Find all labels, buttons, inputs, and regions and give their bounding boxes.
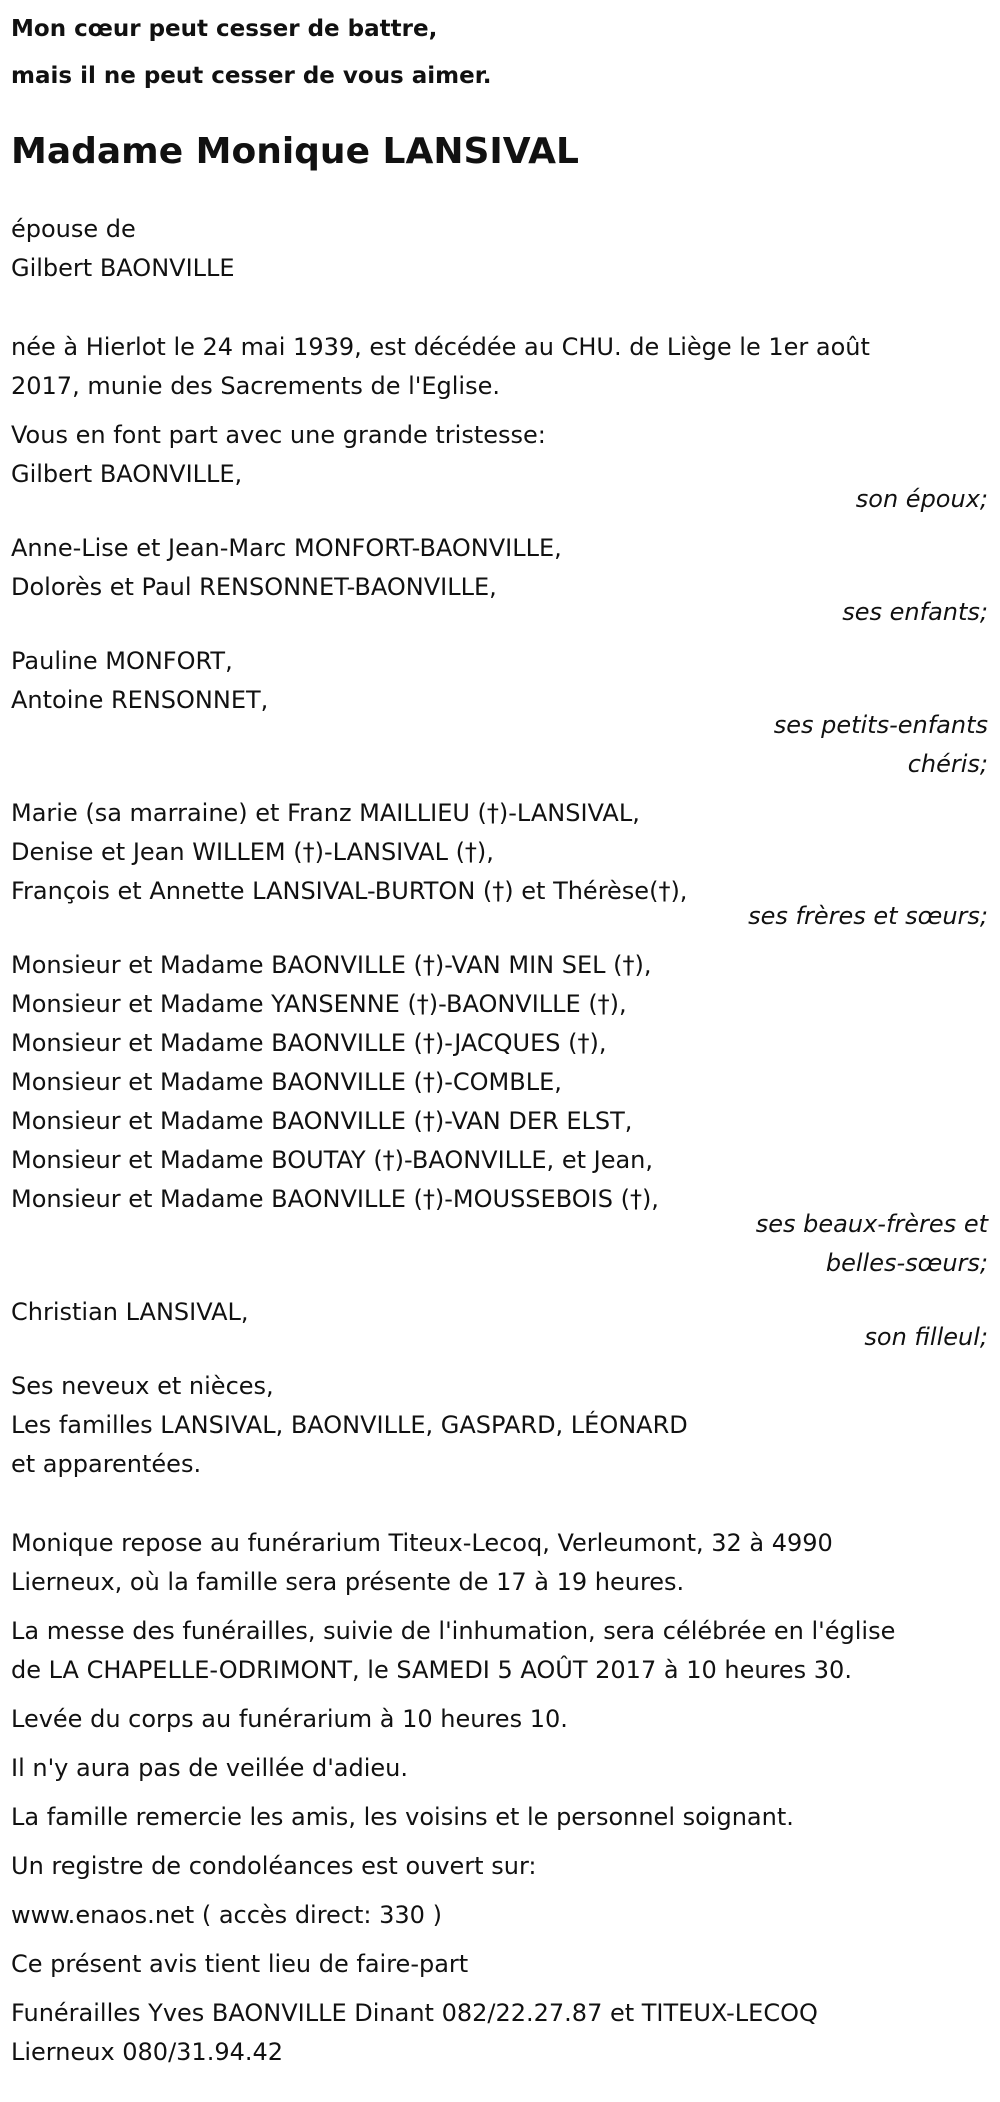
verse-line: mais il ne peut cesser de vous aimer. (11, 63, 492, 89)
deceased-name: Madame Monique LANSIVAL (11, 131, 579, 172)
relation-label: belles-sœurs; (825, 1249, 988, 1277)
detail-line: Un registre de condoléances est ouvert sur: (11, 1852, 537, 1880)
family-name: Anne-Lise et Jean-Marc MONFORT-BAONVILLE, (11, 534, 562, 562)
registry-url-text: www.enaos.net ( accès direct: 330 ) (11, 1901, 442, 1929)
detail-line: Ce présent avis tient lieu de faire-part (11, 1950, 469, 1978)
family-group-in-laws (11, 946, 988, 1283)
spouse-label: épouse de (11, 215, 136, 243)
detail-line: La famille remercie les amis, les voisins et le personnel soignant. (11, 1803, 794, 1831)
relation-label: chéris; (907, 750, 988, 778)
detail-line: La messe des funérailles, suivie de l'inhumation, sera célébrée en l'église (11, 1617, 896, 1645)
detail-thanks (11, 1798, 988, 1837)
relation-label: ses enfants; (842, 598, 988, 626)
detail-line: de LA CHAPELLE-ODRIMONT, le SAMEDI 5 AOÛT 2017 à 10 heures 30. (11, 1656, 852, 1684)
family-group-children (11, 529, 988, 632)
verse (11, 6, 988, 100)
announcement (11, 416, 988, 1484)
intro-text: Vous en font part avec une grande tristesse: (11, 421, 546, 449)
extended-family-line: Ses neveux et nièces, (11, 1372, 274, 1400)
family-name: Monsieur et Madame BOUTAY (†)-BAONVILLE, et Jean, (11, 1146, 654, 1174)
family-group-grandchildren (11, 642, 988, 784)
family-name: Gilbert BAONVILLE, (11, 460, 243, 488)
verse-line: Mon cœur peut cesser de battre, (11, 16, 438, 42)
family-name: Monsieur et Madame BAONVILLE (†)-VAN MIN SEL (†), (11, 951, 652, 979)
detail-repose (11, 1524, 988, 1602)
birth-death-info (11, 328, 988, 406)
relation-label: ses frères et sœurs; (748, 902, 988, 930)
family-group-siblings (11, 794, 988, 936)
extended-family-line: et apparentées. (11, 1450, 202, 1478)
family-name: Marie (sa marraine) et Franz MAILLIEU (†)-LANSIVAL, (11, 799, 640, 827)
relation-label: son filleul; (864, 1323, 988, 1351)
detail-line: Funérailles Yves BAONVILLE Dinant 082/22.27.87 et TITEUX-LECOQ (11, 1999, 818, 2027)
detail-funeral-homes (11, 1994, 988, 2072)
family-name: Dolorès et Paul RENSONNET-BAONVILLE, (11, 573, 497, 601)
family-name: Monsieur et Madame BAONVILLE (†)-JACQUES (†), (11, 1029, 607, 1057)
detail-line: Monique repose au funérarium Titeux-Lecoq, Verleumont, 32 à 4990 (11, 1529, 833, 1557)
relation-label: ses petits-enfants (773, 711, 988, 739)
extended-family-line: Les familles LANSIVAL, BAONVILLE, GASPARD, LÉONARD (11, 1411, 688, 1439)
detail-vigil (11, 1749, 988, 1788)
family-name: François et Annette LANSIVAL-BURTON (†) et Thérèse(†), (11, 877, 688, 905)
family-name: Christian LANSIVAL, (11, 1298, 249, 1326)
relation-label: ses beaux-frères et (755, 1210, 988, 1238)
family-name: Monsieur et Madame BAONVILLE (†)-COMBLE, (11, 1068, 562, 1096)
funeral-details (11, 1524, 988, 2072)
family-name: Denise et Jean WILLEM (†)-LANSIVAL (†), (11, 838, 494, 866)
detail-line: Lierneux 080/31.94.42 (11, 2038, 284, 2066)
family-name: Monsieur et Madame YANSENNE (†)-BAONVILLE (†), (11, 990, 627, 1018)
detail-registry (11, 1847, 988, 1886)
birth-death-line: née à Hierlot le 24 mai 1939, est décédée au CHU. de Liège le 1er août (11, 333, 870, 361)
family-name: Monsieur et Madame BAONVILLE (†)-MOUSSEBOIS (†), (11, 1185, 659, 1213)
birth-death-line: 2017, munie des Sacrements de l'Eglise. (11, 372, 500, 400)
relation-label: son époux; (855, 485, 988, 513)
family-group-spouse (11, 455, 988, 519)
family-name: Antoine RENSONNET, (11, 686, 269, 714)
spouse-name: Gilbert BAONVILLE (11, 254, 235, 282)
family-name: Pauline MONFORT, (11, 647, 233, 675)
family-group-godson (11, 1293, 988, 1357)
detail-levee (11, 1700, 988, 1739)
detail-line: Lierneux, où la famille sera présente de 17 à 19 heures. (11, 1568, 685, 1596)
detail-notice (11, 1945, 988, 1984)
detail-registry-url (11, 1896, 988, 1935)
extended-family (11, 1367, 988, 1484)
detail-line: Levée du corps au funérarium à 10 heures 10. (11, 1705, 568, 1733)
spouse-info (11, 210, 988, 288)
detail-line: Il n'y aura pas de veillée d'adieu. (11, 1754, 409, 1782)
detail-mass (11, 1612, 988, 1690)
family-name: Monsieur et Madame BAONVILLE (†)-VAN DER ELST, (11, 1107, 633, 1135)
